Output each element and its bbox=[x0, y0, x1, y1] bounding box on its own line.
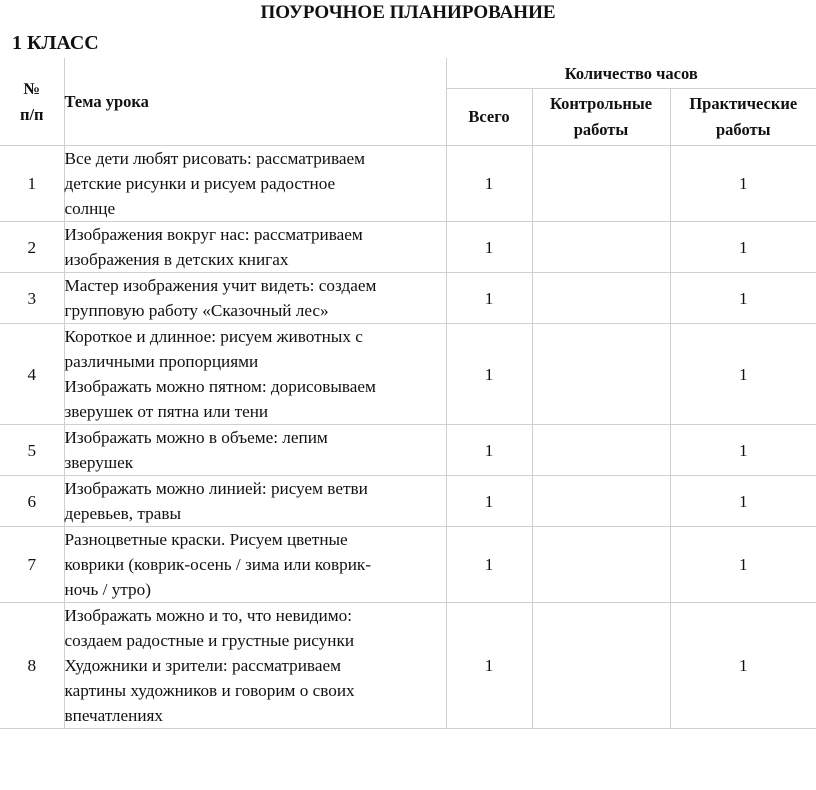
header-control-line1: Контрольные bbox=[549, 94, 653, 113]
hours-total: 1 bbox=[446, 146, 532, 222]
lesson-topic-line: впечатлениях bbox=[64, 706, 164, 725]
column-header-control bbox=[532, 89, 670, 146]
row-number: 3 bbox=[0, 273, 64, 324]
lesson-topic-line: изображения в детских книгах bbox=[64, 250, 289, 269]
lesson-topic bbox=[64, 324, 446, 425]
header-practical-line2: работы bbox=[716, 120, 771, 139]
hours-control bbox=[532, 146, 670, 222]
hours-control bbox=[532, 603, 670, 729]
hours-practical: 1 bbox=[670, 146, 816, 222]
lesson-topic-line: Художники и зрители: рассматриваем bbox=[64, 656, 341, 675]
hours-practical: 1 bbox=[670, 324, 816, 425]
hours-control bbox=[532, 222, 670, 273]
lesson-topic-line: Разноцветные краски. Рисуем цветные bbox=[64, 530, 348, 549]
lesson-topic-line: создаем радостные и грустные рисунки bbox=[64, 631, 355, 650]
class-heading: 1 КЛАСС bbox=[12, 32, 99, 54]
hours-total: 1 bbox=[446, 476, 532, 527]
hours-practical: 1 bbox=[670, 603, 816, 729]
lesson-topic-line: ночь / утро) bbox=[64, 580, 151, 599]
table-row bbox=[0, 222, 816, 273]
lesson-topic bbox=[64, 425, 446, 476]
lesson-plan-table bbox=[0, 58, 816, 729]
row-number: 1 bbox=[0, 146, 64, 222]
table-row bbox=[0, 603, 816, 729]
table-row bbox=[0, 527, 816, 603]
header-control-line2: работы bbox=[573, 120, 629, 139]
lesson-topic-line: Все дети любят рисовать: рассматриваем bbox=[64, 149, 366, 168]
hours-control bbox=[532, 425, 670, 476]
lesson-topic-line: зверушек от пятна или тени bbox=[64, 402, 269, 421]
lesson-topic-line: Изображать можно в объеме: лепим bbox=[64, 428, 328, 447]
table-row bbox=[0, 273, 816, 324]
hours-control bbox=[532, 476, 670, 527]
row-number: 7 bbox=[0, 527, 64, 603]
lesson-topic-line: Изображать можно пятном: дорисовываем bbox=[64, 377, 376, 396]
table-row bbox=[0, 146, 816, 222]
hours-total: 1 bbox=[446, 324, 532, 425]
row-number: 5 bbox=[0, 425, 64, 476]
hours-control bbox=[532, 324, 670, 425]
lesson-topic bbox=[64, 603, 446, 729]
lesson-topic-line: Изображать можно и то, что невидимо: bbox=[64, 606, 352, 625]
column-header-number bbox=[0, 58, 64, 146]
lesson-topic-line: деревьев, травы bbox=[64, 504, 181, 523]
hours-practical: 1 bbox=[670, 425, 816, 476]
column-header-hours: Количество часов bbox=[446, 58, 816, 89]
hours-control bbox=[532, 273, 670, 324]
hours-practical: 1 bbox=[670, 273, 816, 324]
table-row bbox=[0, 425, 816, 476]
hours-control bbox=[532, 527, 670, 603]
hours-practical: 1 bbox=[670, 222, 816, 273]
lesson-topic-line: картины художников и говорим о своих bbox=[64, 681, 355, 700]
hours-practical: 1 bbox=[670, 527, 816, 603]
lesson-topic-line: Короткое и длинное: рисуем животных с bbox=[64, 327, 363, 346]
lesson-topic bbox=[64, 273, 446, 324]
hours-practical: 1 bbox=[670, 476, 816, 527]
table-header-row bbox=[0, 58, 816, 89]
lesson-topic bbox=[64, 476, 446, 527]
lesson-topic-line: Мастер изображения учит видеть: создаем bbox=[64, 276, 377, 295]
header-num-line2: п/п bbox=[19, 104, 44, 124]
row-number: 4 bbox=[0, 324, 64, 425]
hours-total: 1 bbox=[446, 425, 532, 476]
hours-total: 1 bbox=[446, 222, 532, 273]
lesson-topic-line: детские рисунки и рисуем радостное bbox=[64, 174, 336, 193]
lesson-topic-line: различными пропорциями bbox=[64, 352, 259, 371]
hours-total: 1 bbox=[446, 273, 532, 324]
row-number: 8 bbox=[0, 603, 64, 729]
lesson-topic-line: Изображать можно линией: рисуем ветви bbox=[64, 479, 368, 498]
column-header-practical bbox=[670, 89, 816, 146]
lesson-topic-line: групповую работу «Сказочный лес» bbox=[64, 301, 329, 320]
row-number: 6 bbox=[0, 476, 64, 527]
lesson-topic bbox=[64, 222, 446, 273]
column-header-topic: Тема урока bbox=[64, 58, 446, 146]
page-title: ПОУРОЧНОЕ ПЛАНИРОВАНИЕ bbox=[260, 2, 556, 23]
lesson-topic bbox=[64, 527, 446, 603]
hours-total: 1 bbox=[446, 603, 532, 729]
lesson-topic bbox=[64, 146, 446, 222]
table-row bbox=[0, 324, 816, 425]
row-number: 2 bbox=[0, 222, 64, 273]
lesson-topic-line: коврики (коврик-осень / зима или коврик- bbox=[64, 555, 371, 574]
hours-total: 1 bbox=[446, 527, 532, 603]
lesson-topic-line: солнце bbox=[64, 199, 116, 218]
header-practical-line1: Практические bbox=[689, 94, 798, 113]
lesson-topic-line: Изображения вокруг нас: рассматриваем bbox=[64, 225, 363, 244]
column-header-total: Всего bbox=[446, 89, 532, 146]
table-row bbox=[0, 476, 816, 527]
header-num-line1: № bbox=[23, 78, 41, 98]
lesson-topic-line: зверушек bbox=[64, 453, 134, 472]
